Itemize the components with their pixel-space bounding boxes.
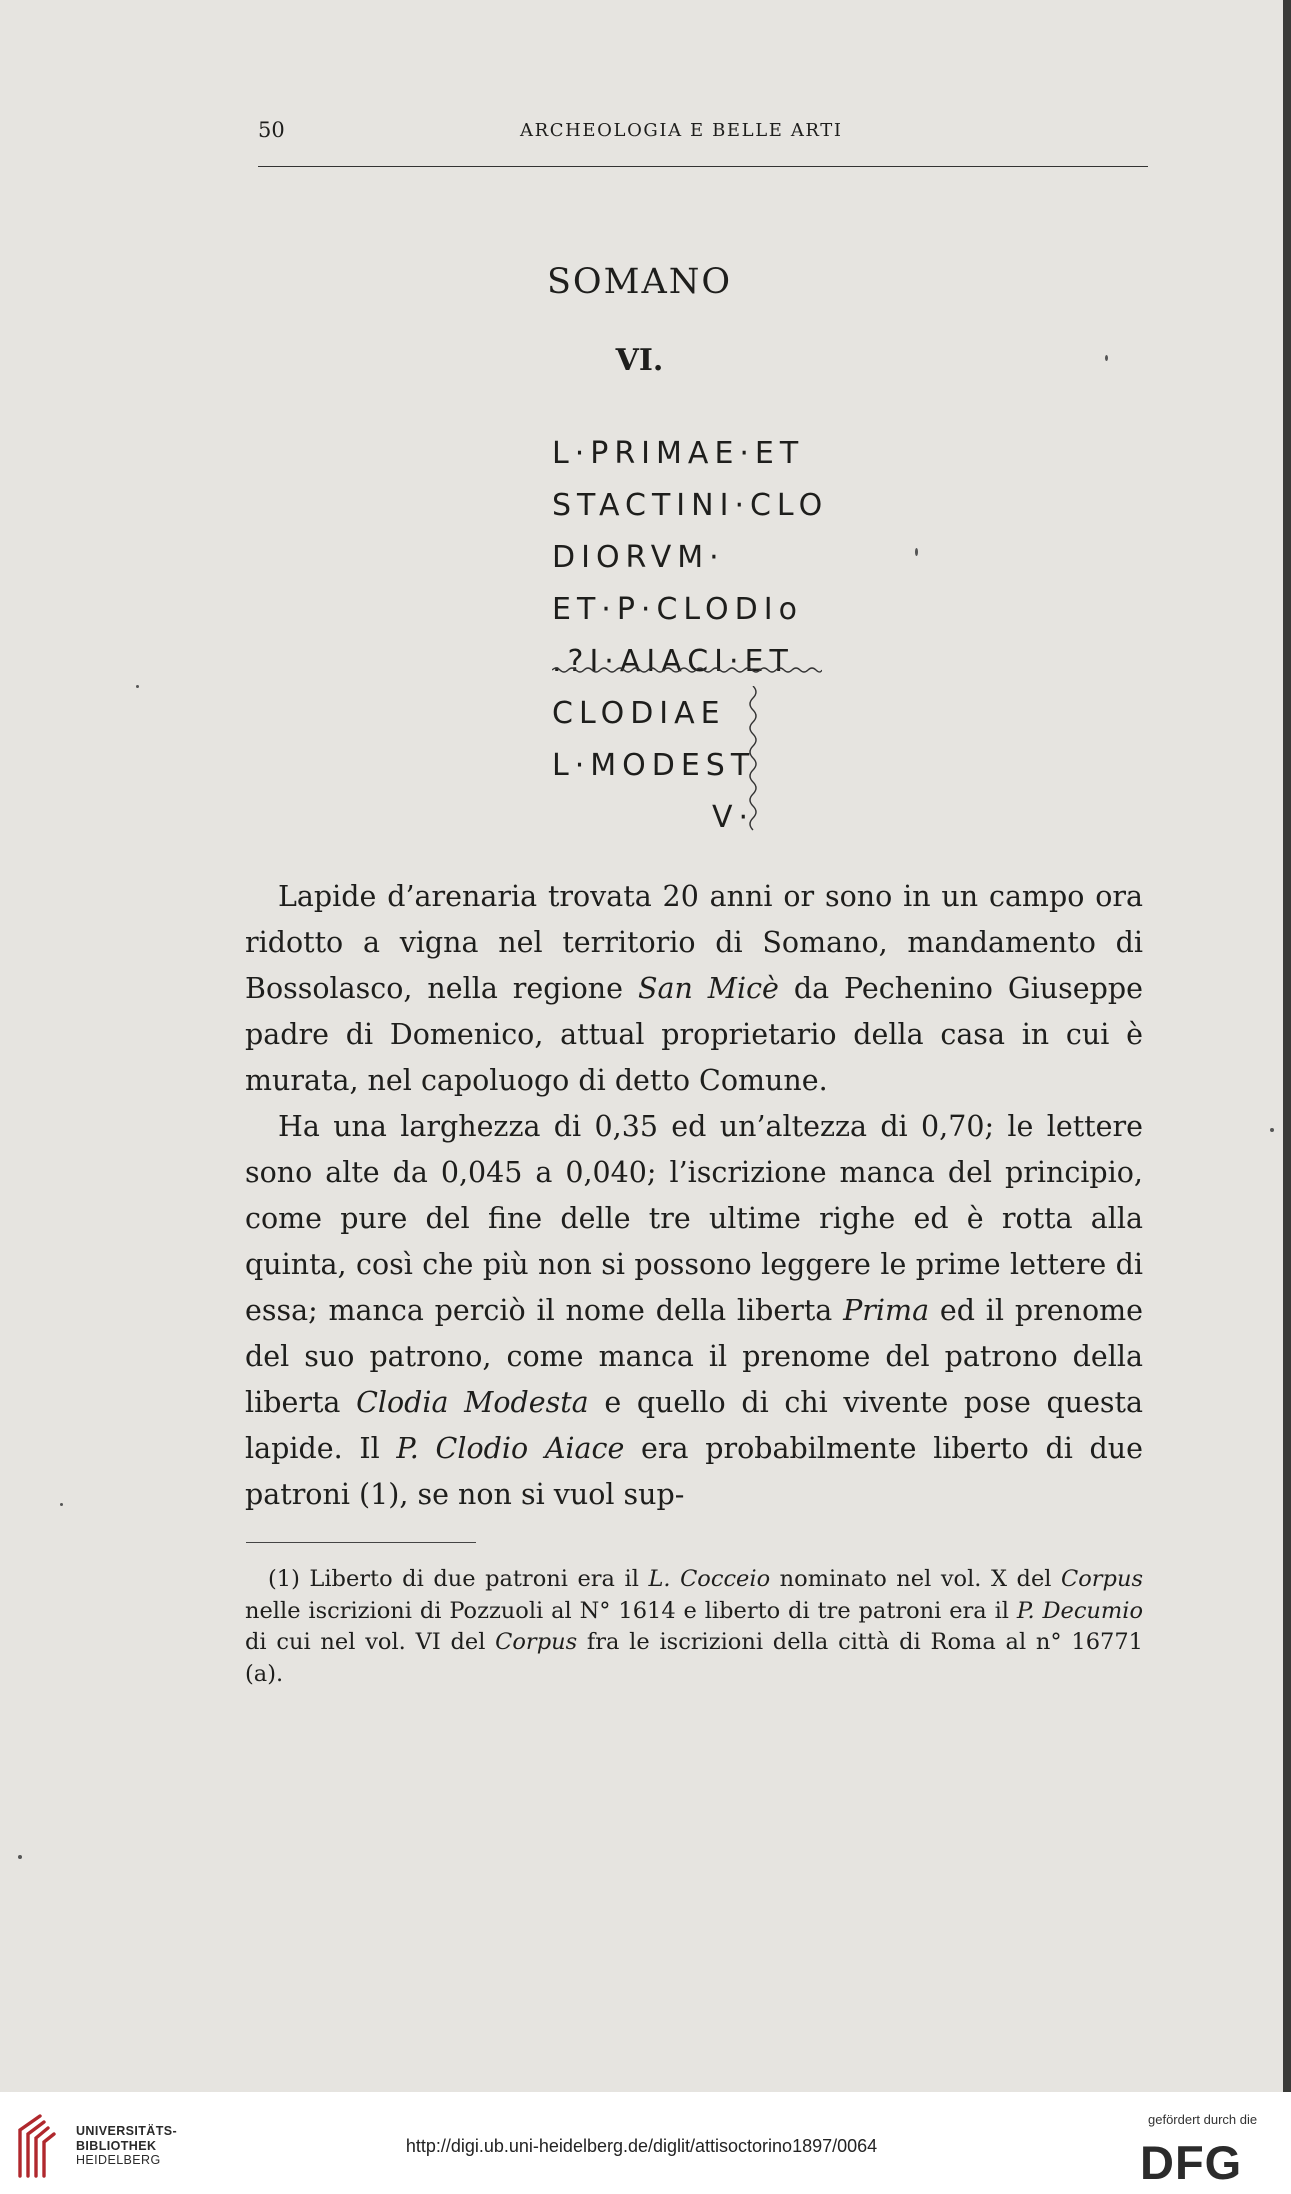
inscription-line: ET·P·CLODIo <box>552 592 803 627</box>
text-run: fra le iscrizioni della città di Roma al n° 16771 (a). <box>245 1629 1143 1687</box>
paragraph <box>245 874 1143 1104</box>
library-name-line: BIBLIOTHEK <box>76 2138 157 2153</box>
library-name-line: UNIVERSITÄTS- <box>76 2124 178 2138</box>
scan-speck <box>136 685 139 688</box>
personal-name: P. Decumio <box>1016 1597 1143 1624</box>
viewer-footer <box>0 2092 1291 2194</box>
footnote-text <box>245 1564 1143 1690</box>
text-run: da Pechenino Giuseppe padre di Domenico, attual proprietario della casa in cui è murata, nel capoluogo di detto Comune. <box>245 972 1143 1097</box>
text-run: era probabilmente liberto di due patroni (1), se non si vuol sup- <box>245 1432 1143 1511</box>
text-run: di cui nel vol. VI del <box>245 1629 496 1655</box>
break-brace-mark <box>745 686 765 836</box>
body-text <box>245 874 1143 1518</box>
inscription-line: STACTINI·CLO <box>552 488 829 523</box>
text-run: (1) Liberto di due patroni era il <box>268 1566 649 1592</box>
work-title: Corpus <box>495 1629 578 1655</box>
section-title: SOMANO <box>546 262 733 302</box>
work-title: Corpus <box>1061 1566 1143 1592</box>
inscription-line: V· <box>711 800 754 835</box>
permalink-url[interactable]: http://digi.ub.uni-heidelberg.de/diglit/attisoctorino1897/0064 <box>405 2136 878 2156</box>
text-run: Lapide d’arenaria trovata 20 anni or sono in un campo ora ridotto a vigna nel territorio di Somano, mandamento di Bossolasco, nella regione <box>245 880 1143 1005</box>
inscription-line: CLODIAE <box>552 696 726 731</box>
inscription-line: .?I·AIACI·ET <box>552 644 794 679</box>
footnote <box>245 1564 1143 1690</box>
running-header <box>258 118 1148 152</box>
text-run: Ha una larghezza di 0,35 ed un’altezza di 0,70; le lettere sono alte da 0,045 a 0,040; l’iscrizione manca del principio, come pure del fine delle tre ultime righe ed è rotta alla quinta, così che più non si possono leggere le prime lettere di essa; manca perciò il nome della liberta <box>245 1110 1143 1327</box>
scan-speck <box>18 1855 22 1859</box>
section-number: VI. <box>615 343 664 378</box>
break-line-mark <box>552 665 822 675</box>
header-rule <box>258 166 1148 167</box>
inscription-line: L·MODEST <box>552 748 756 783</box>
place-name: San Micè <box>637 972 779 1005</box>
inscription-line: L·PRIMAE·ET <box>552 436 805 471</box>
personal-name: P. Clodio Aiace <box>396 1432 625 1465</box>
inscription-transcription <box>552 428 852 844</box>
inscription-line: DIORVM· <box>552 540 725 575</box>
personal-name: L. Cocceio <box>648 1566 771 1592</box>
personal-name: Clodia Modesta <box>356 1386 589 1419</box>
page-number: 50 <box>258 118 285 142</box>
text-run: nominato nel vol. X del <box>770 1566 1062 1592</box>
text-run: nelle iscrizioni di Pozzuoli al N° 1614 e liberto di tre patroni era il <box>245 1597 1017 1624</box>
running-title: ARCHEOLOGIA E BELLE ARTI <box>520 120 843 141</box>
scan-speck <box>1270 1128 1274 1132</box>
text-run: ed il prenome del suo patrono, come manca il prenome del patrono della liberta <box>245 1294 1143 1419</box>
funding-note: gefördert durch die <box>1148 2112 1258 2127</box>
library-name-line: HEIDELBERG <box>76 2153 161 2167</box>
scan-speck <box>915 548 918 556</box>
scan-speck <box>1105 355 1108 361</box>
paragraph <box>245 1104 1143 1518</box>
footnote-rule <box>246 1542 476 1543</box>
dfg-logo: DFG <box>1140 2136 1243 2189</box>
page-edge-shadow <box>1283 0 1291 2092</box>
text-run: e quello di chi vivente pose questa lapide. Il <box>245 1386 1144 1465</box>
personal-name: Prima <box>843 1294 930 1327</box>
scan-speck <box>60 1503 63 1506</box>
